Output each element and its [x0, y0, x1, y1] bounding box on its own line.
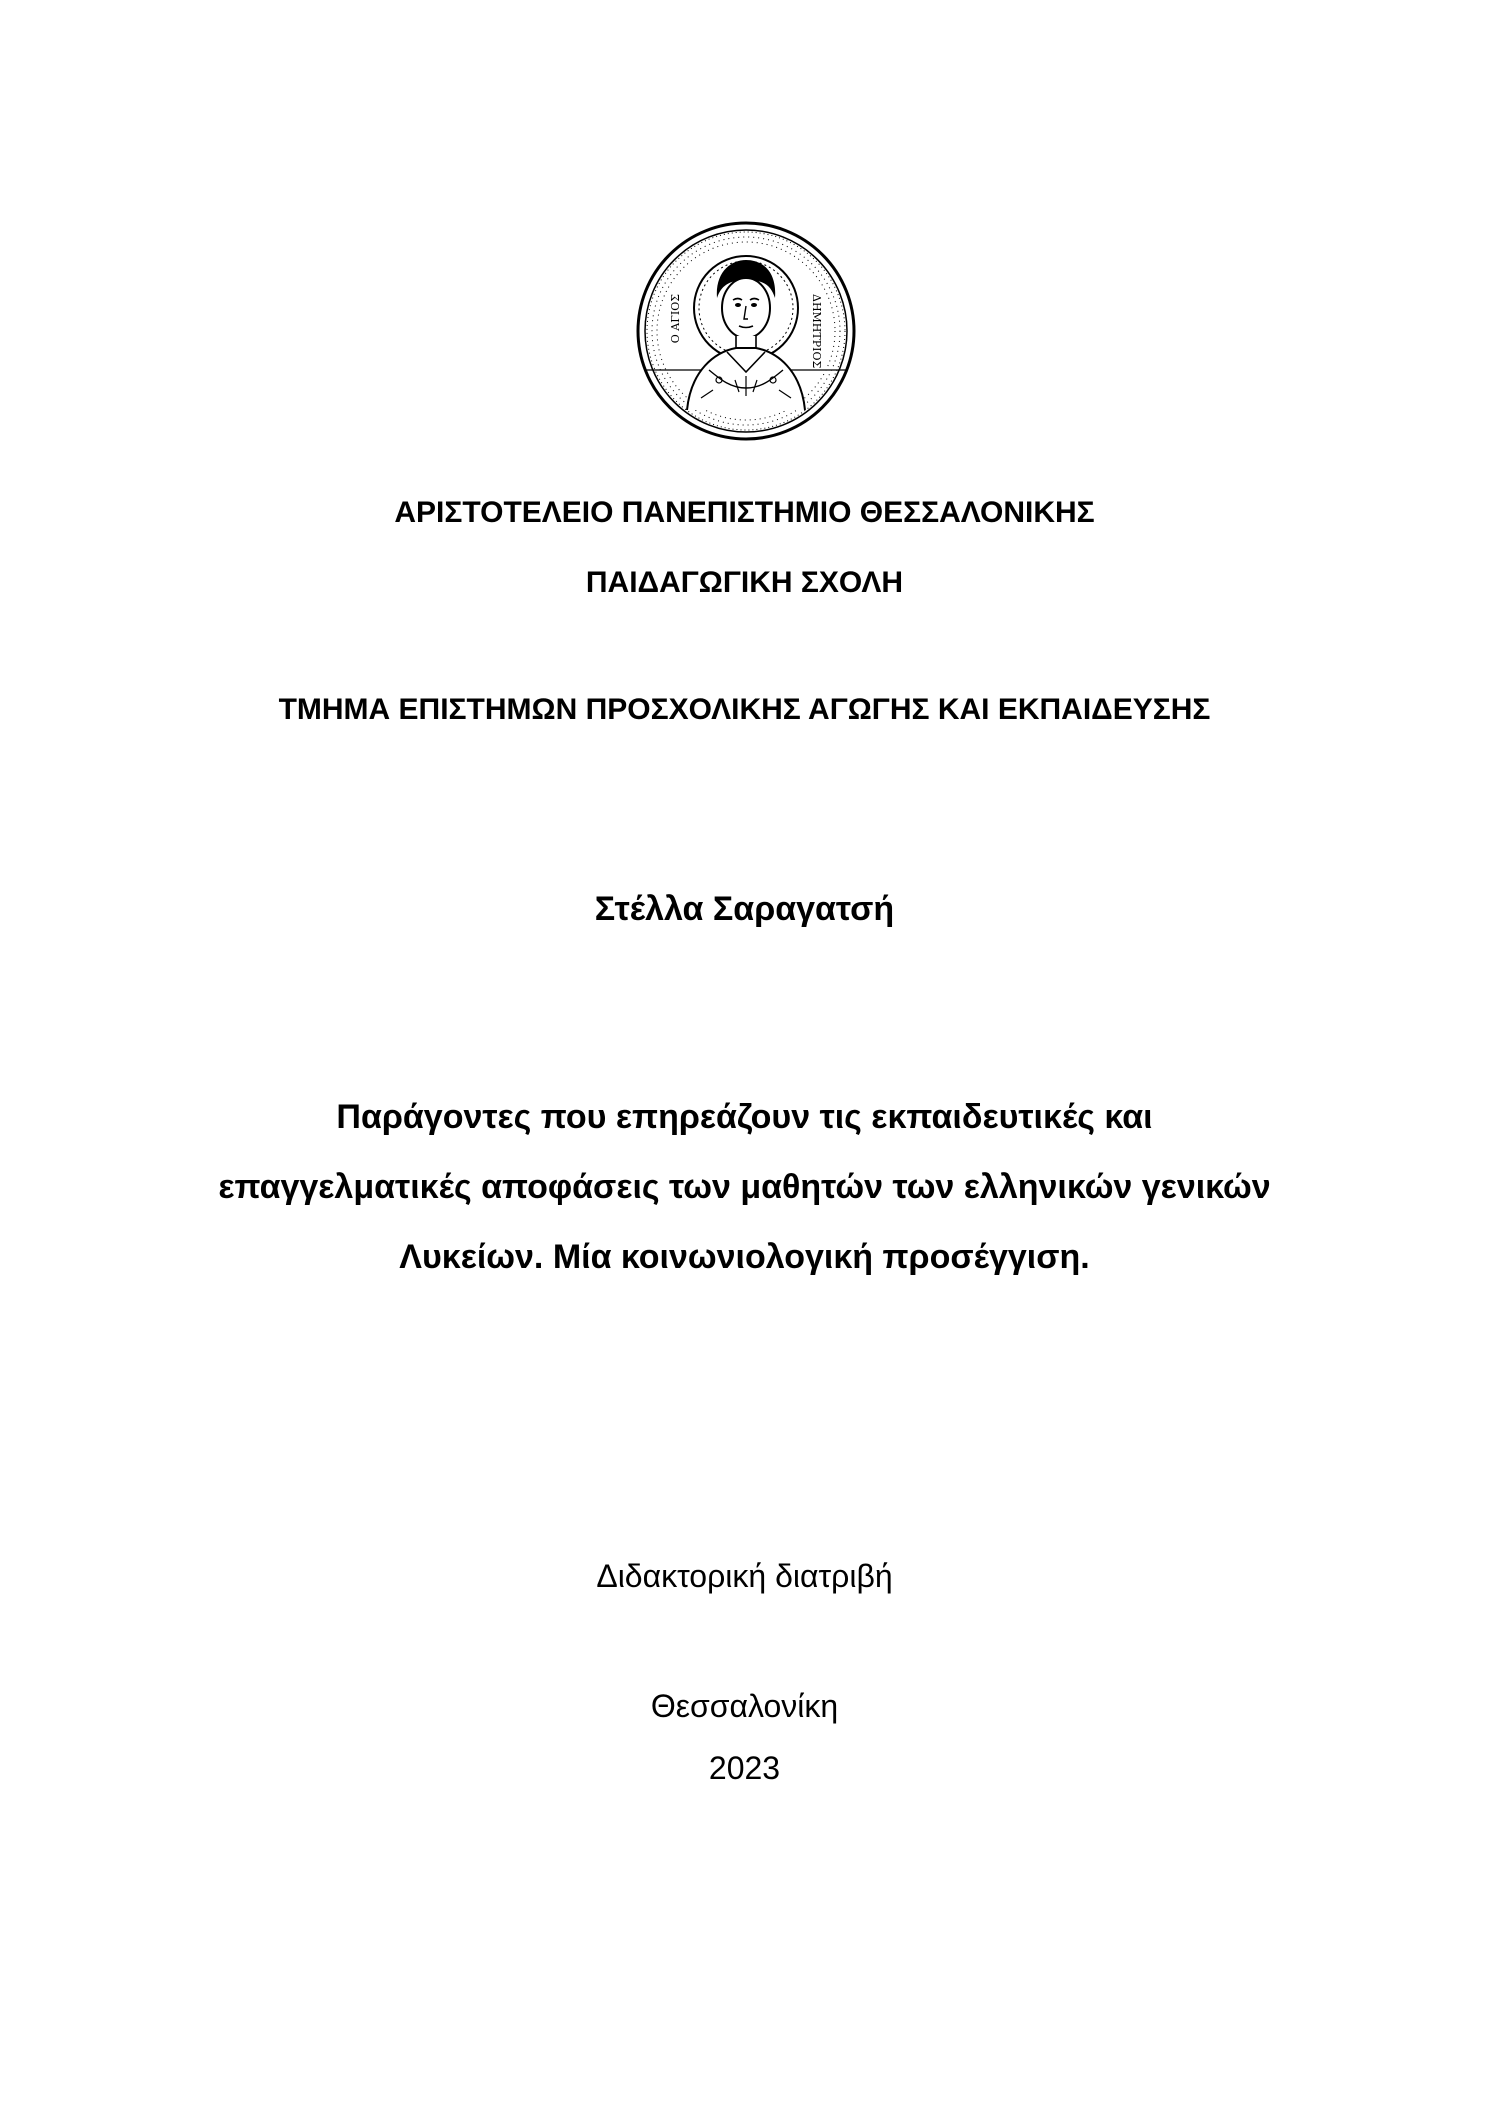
department-name: ΤΜΗΜΑ ΕΠΙΣΤΗΜΩΝ ΠΡΟΣΧΟΛΙΚΗΣ ΑΓΩΓΗΣ ΚΑΙ ΕΚΠΑΙΔΕΥΣΗΣ [278, 693, 1211, 726]
school-name: ΠΑΙΔΑΓΩΓΙΚΗ ΣΧΟΛΗ [585, 566, 904, 599]
thesis-title-line-3: Λυκείων. Μία κοινωνιολογική προσέγγιση. [399, 1238, 1090, 1276]
document-type: Διδακτορική διατριβή [596, 1558, 893, 1594]
year: 2023 [708, 1750, 781, 1786]
seal-left-inscription: Ο ΑΓΙΟΣ [669, 294, 682, 344]
university-name: ΑΡΙΣΤΟΤΕΛΕΙΟ ΠΑΝΕΠΙΣΤΗΜΙΟ ΘΕΣΣΑΛΟΝΙΚΗΣ [394, 496, 1095, 529]
city: Θεσσαλονίκη [650, 1688, 839, 1724]
university-seal-icon [635, 220, 857, 442]
thesis-title-line-1: Παράγοντες που επηρεάζουν τις εκπαιδευτικές και [336, 1098, 1153, 1136]
author-name: Στέλλα Σαραγατσή [594, 890, 895, 928]
thesis-title-line-2: επαγγελματικές αποφάσεις των μαθητών των ελληνικών γενικών [218, 1168, 1271, 1206]
seal-right-inscription: ΔΗΜΗΤΡΙΟΣ [810, 294, 823, 369]
